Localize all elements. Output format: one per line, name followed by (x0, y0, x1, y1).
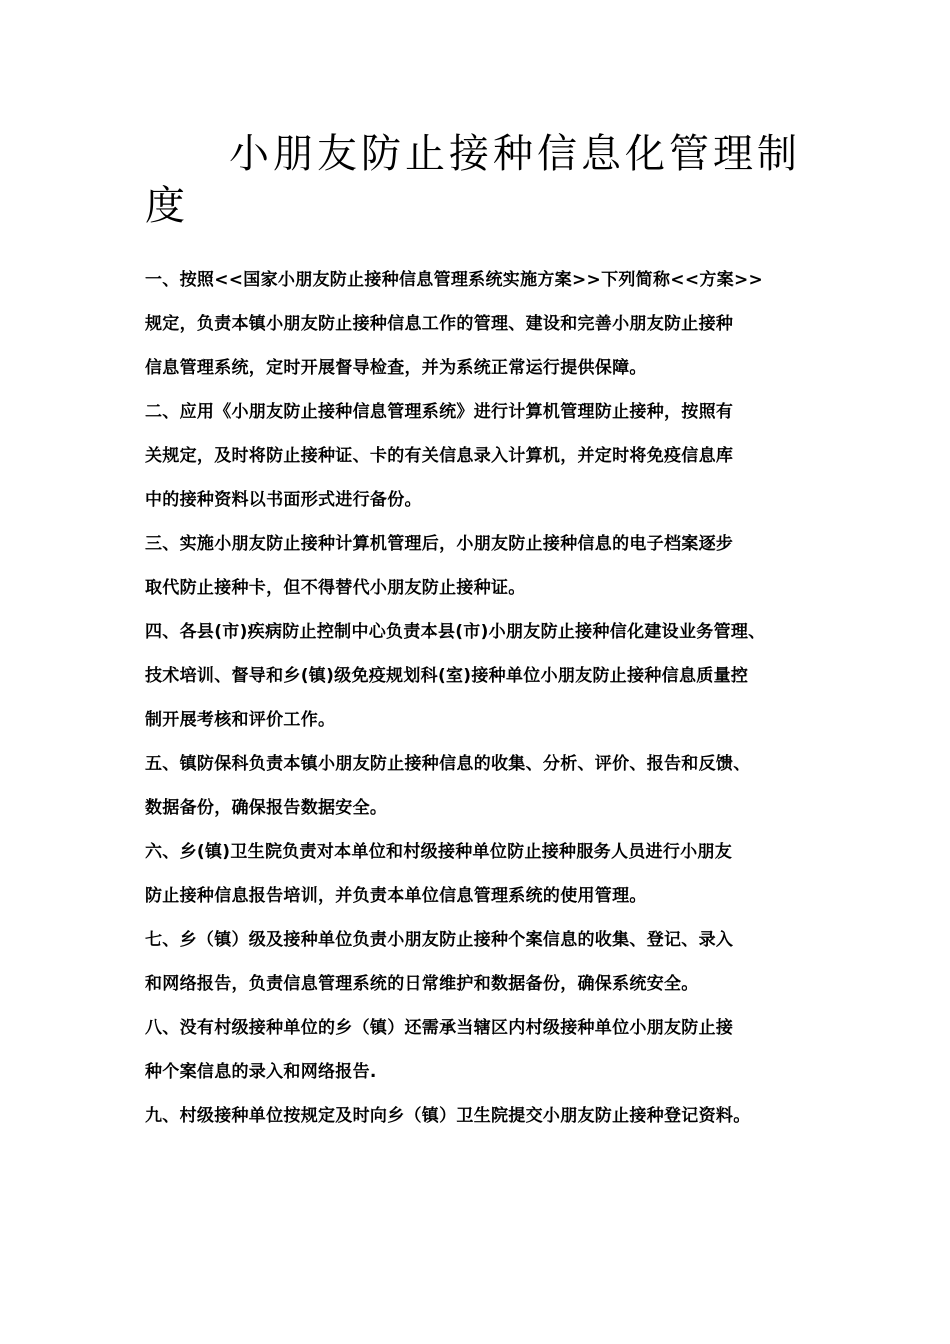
body-line: 规定，负责本镇小朋友防止接种信息工作的管理、建设和完善小朋友防止接种 (145, 314, 734, 334)
body-line: 九、村级接种单位按规定及时向乡（镇）卫生院提交小朋友防止接种登记资料。 (145, 1106, 751, 1126)
body-line: 和网络报告，负责信息管理系统的日常维护和数据备份，确保系统安全。 (145, 974, 699, 994)
body-line: 取代防止接种卡，但不得替代小朋友防止接种证。 (145, 578, 526, 598)
body-line: 四、各县(市)疾病防止控制中心负责本县(市)小朋友防止接种信化建设业务管理、 (145, 622, 766, 642)
body-line: 一、按照<<国家小朋友防止接种信息管理系统实施方案>>下列简称<<方案>> (145, 270, 764, 290)
body-line: 防止接种信息报告培训，并负责本单位信息管理系统的使用管理。 (145, 886, 647, 906)
body-line: 制开展考核和评价工作。 (145, 710, 336, 730)
body-line: 数据备份，确保报告数据安全。 (145, 798, 388, 818)
body-line: 关规定，及时将防止接种证、卡的有关信息录入计算机，并定时将免疫信息库 (145, 446, 734, 466)
body-line: 七、乡（镇）级及接种单位负责小朋友防止接种个案信息的收集、登记、录入 (145, 930, 734, 950)
body-line: 二、应用《小朋友防止接种信息管理系统》进行计算机管理防止接种，按照有 (145, 402, 734, 422)
body-line: 八、没有村级接种单位的乡（镇）还需承当辖区内村级接种单位小朋友防止接 (145, 1018, 734, 1038)
body-line: 信息管理系统，定时开展督导检查，并为系统正常运行提供保障。 (145, 358, 647, 378)
body-line: 五、镇防保科负责本镇小朋友防止接种信息的收集、分析、评价、报告和反馈、 (145, 754, 751, 774)
title-line-2: 度 (145, 183, 189, 229)
body-line: 技术培训、督导和乡(镇)级免疫规划科(室)接种单位小朋友防止接种信息质量控 (145, 666, 749, 686)
title-line-1: 小朋友防止接种信息化管理制 (229, 131, 801, 177)
body-line: 种个案信息的录入和网络报告. (145, 1062, 377, 1082)
body-line: 中的接种资料以书面形式进行备份。 (145, 490, 422, 510)
body-line: 三、实施小朋友防止接种计算机管理后，小朋友防止接种信息的电子档案逐步 (145, 534, 734, 554)
body-line: 六、乡(镇)卫生院负责对本单位和村级接种单位防止接种服务人员进行小朋友 (145, 842, 733, 862)
document-body (145, 258, 815, 1138)
document-title (145, 128, 815, 232)
